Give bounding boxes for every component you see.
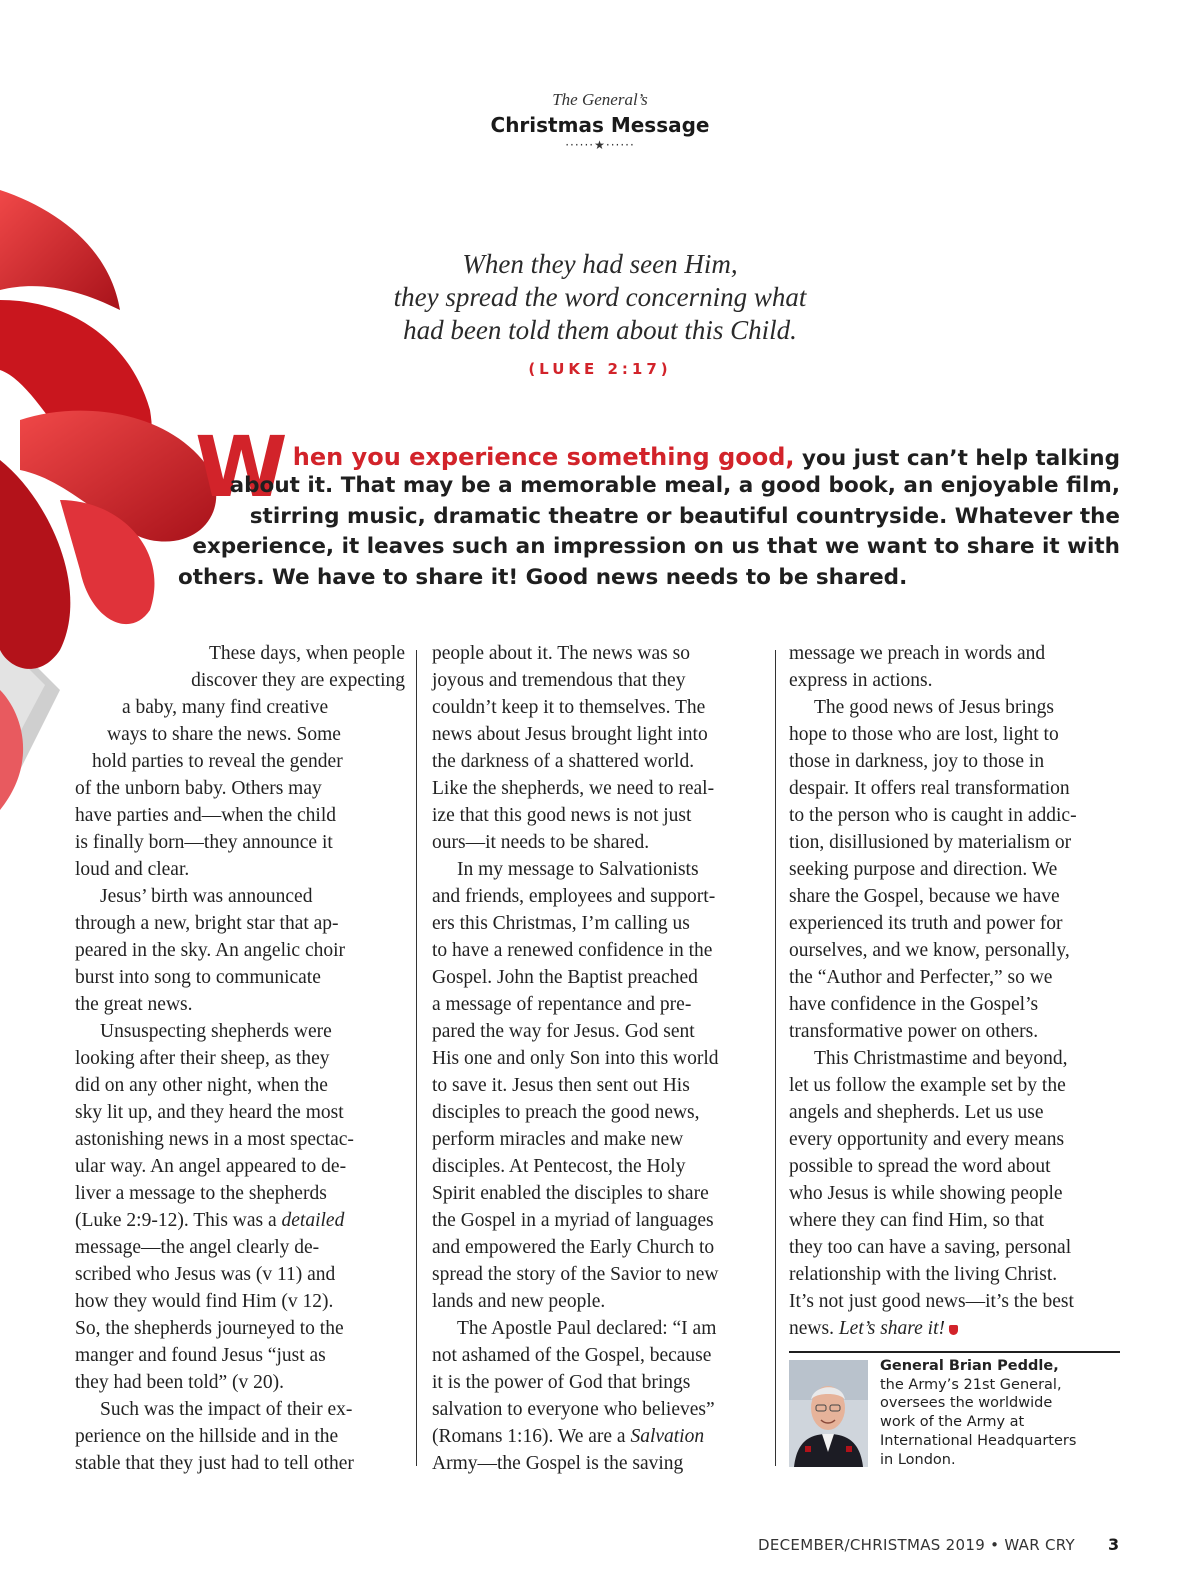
text-line [789,1315,1124,1342]
author-bio [880,1357,1120,1469]
text-fragment: news. [789,1318,839,1339]
text-line: express in actions. [789,670,933,691]
text-line: Gospel. John the Baptist preached [432,967,698,988]
text-line: where they can find Him, so that [789,1210,1045,1231]
text-line: did on any other night, when the [75,1075,328,1096]
section-title: Christmas Message [490,113,710,137]
scripture-line: When they had seen Him, [462,249,738,279]
scripture-line: had been told them about this Child. [403,315,797,345]
text-line: discover they are expecting [191,670,405,691]
text-line: scribed who Jesus was (v 11) and [75,1264,336,1285]
text-line: message we preach in words and [789,643,1046,664]
text-line: The good news of Jesus brings [814,697,1054,718]
end-mark-icon [949,1325,958,1335]
body-column-2 [432,640,767,1477]
text-line: salvation to everyone who believes” [432,1399,715,1420]
text-line: ular way. An angel appeared to de- [75,1156,347,1177]
text-line: they had been told” (v 20). [75,1372,285,1393]
text-line: peared in the sky. An angelic choir [75,940,346,961]
text-line: These days, when people [208,643,405,664]
text-line: and empowered the Early Church to [432,1237,715,1258]
text-fragment: (Luke 2:9-12). This was a [75,1210,282,1231]
emphasis-text: Salvation [630,1426,705,1447]
text-line: His one and only Son into this world [432,1048,719,1069]
body-column-1 [75,640,405,1477]
emphasis-text: detailed [281,1210,345,1231]
text-line: they too can have a saving, personal [789,1237,1072,1258]
body-column-3 [789,640,1124,1342]
bio-line: International Headquarters [880,1432,1077,1449]
author-portrait [789,1360,868,1467]
author-name: General Brian Peddle, [880,1358,1059,1374]
text-line: looking after their sheep, as they [75,1048,330,1069]
text-line: the great news. [75,994,193,1015]
lead-highlight: hen you experience something good, [292,443,795,471]
bio-line: oversees the worldwide [880,1395,1053,1412]
text-line: ourselves, and we know, personally, [789,940,1070,961]
text-line: ers this Christmas, I’m calling us [432,913,690,934]
text-line: Unsuspecting shepherds were [100,1021,332,1042]
lead-line: stirring music, dramatic theatre or beautiful countryside. Whatever the [249,503,1120,529]
text-line: seeking purpose and direction. We [789,859,1058,880]
text-line: experienced its truth and power for [789,913,1063,934]
text-line: have confidence in the Gospel’s [789,994,1039,1015]
text-line: Like the shepherds, we need to real- [432,778,715,799]
scripture-quote [300,248,900,347]
lead-line: experience, it leaves such an impression on us that we want to share it with [192,534,1120,559]
lead-line: about it. That may be a memorable meal, a good book, an enjoyable film, [229,473,1120,498]
issue-footer: DECEMBER/CHRISTMAS 2019 • WAR CRY [758,1536,1075,1554]
text-line: spread the story of the Savior to new [432,1264,719,1285]
text-line: news about Jesus brought light into [432,724,708,745]
text-line: Army—the Gospel is the saving [432,1453,684,1474]
text-line: So, the shepherds journeyed to the [75,1318,344,1339]
text-line: Jesus’ birth was announced [100,886,313,907]
text-line: to save it. Jesus then sent out His [432,1075,690,1096]
text-line: the “Author and Perfecter,” so we [789,967,1053,988]
bio-line: work of the Army at [880,1414,1025,1431]
text-line: of the unborn baby. Others may [75,778,322,799]
text-line: those in darkness, joy to those in [789,751,1045,772]
text-line: transformative power on others. [789,1021,1039,1042]
text-line: angels and shepherds. Let us use [789,1102,1044,1123]
text-line: perience on the hillside and in the [75,1426,339,1447]
bio-line: the Army’s 21st General, [880,1376,1062,1393]
text-line: sky lit up, and they heard the most [75,1102,344,1123]
text-line [75,1207,405,1234]
text-line: lands and new people. [432,1291,606,1312]
text-line: it is the power of God that brings [432,1372,691,1393]
text-line: pared the way for Jesus. God sent [432,1021,695,1042]
text-line: astonishing news in a most spectac- [75,1129,354,1150]
text-line: manger and found Jesus “just as [75,1345,326,1366]
text-line: to the person who is caught in addic- [789,805,1077,826]
text-line: people about it. The news was so [432,643,690,664]
text-line: This Christmastime and beyond, [814,1048,1068,1069]
text-line: liver a message to the shepherds [75,1183,327,1204]
bio-divider [789,1351,1120,1353]
drop-cap: W [195,418,284,516]
text-line: ize that this good news is not just [432,805,692,826]
star-ornament: ······★······ [565,138,635,152]
emphasis-text: Let’s share it! [838,1318,946,1339]
section-kicker: The General’s [552,90,648,109]
text-line: to have a renewed confidence in the [432,940,713,961]
text-line [432,1423,767,1450]
lead-line: others. We have to share it! Good news needs to be shared. [178,564,908,590]
text-line: despair. It offers real transformation [789,778,1070,799]
lead-text: you just can’t help talking [794,446,1120,471]
lead-paragraph [175,418,1120,593]
text-line: every opportunity and every means [789,1129,1065,1150]
text-line: a baby, many find creative [122,697,329,718]
text-line: tion, disillusioned by materialism or [789,832,1072,853]
text-line: and friends, employees and support- [432,886,716,907]
text-line: is finally born—they announce it [75,832,333,853]
scripture-reference: (LUKE 2:17) [528,360,672,378]
text-line: possible to spread the word about [789,1156,1051,1177]
bio-line: in London. [880,1451,956,1468]
text-line: not ashamed of the Gospel, because [432,1345,712,1366]
text-line: Spirit enabled the disciples to share [432,1183,709,1204]
column-divider [775,650,776,1466]
text-line: hope to those who are lost, light to [789,724,1059,745]
text-line: ways to share the news. Some [107,724,341,745]
text-line: message—the angel clearly de- [75,1237,320,1258]
text-line: ours—it needs to be shared. [432,832,650,853]
text-line: disciples. At Pentecost, the Holy [432,1156,686,1177]
scripture-line: they spread the word concerning what [393,282,807,312]
text-line: disciples to preach the good news, [432,1102,700,1123]
column-divider [416,650,417,1466]
text-line: share the Gospel, because we have [789,886,1060,907]
text-line: let us follow the example set by the [789,1075,1066,1096]
text-line: Such was the impact of their ex- [100,1399,353,1420]
page-number: 3 [1108,1535,1120,1554]
text-line: the darkness of a shattered world. [432,751,695,772]
text-line: a message of repentance and pre- [432,994,692,1015]
text-line: loud and clear. [75,859,190,880]
text-line: It’s not just good news—it’s the best [789,1291,1074,1312]
text-line: how they would find Him (v 12). [75,1291,334,1312]
text-line: the Gospel in a myriad of languages [432,1210,714,1231]
text-line: who Jesus is while showing people [789,1183,1063,1204]
text-line: stable that they just had to tell other [75,1453,354,1474]
text-line: relationship with the living Christ. [789,1264,1058,1285]
text-line: In my message to Salvationists [457,859,699,880]
text-line: have parties and—when the child [75,805,336,826]
text-line: through a new, bright star that ap- [75,913,339,934]
text-fragment: (Romans 1:16). We are a [432,1426,631,1447]
text-line: hold parties to reveal the gender [92,751,343,772]
text-line: joyous and tremendous that they [432,670,686,691]
text-line: couldn’t keep it to themselves. The [432,697,706,718]
text-line: The Apostle Paul declared: “I am [457,1318,717,1339]
text-line: burst into song to communicate [75,967,321,988]
text-line: perform miracles and make new [432,1129,684,1150]
